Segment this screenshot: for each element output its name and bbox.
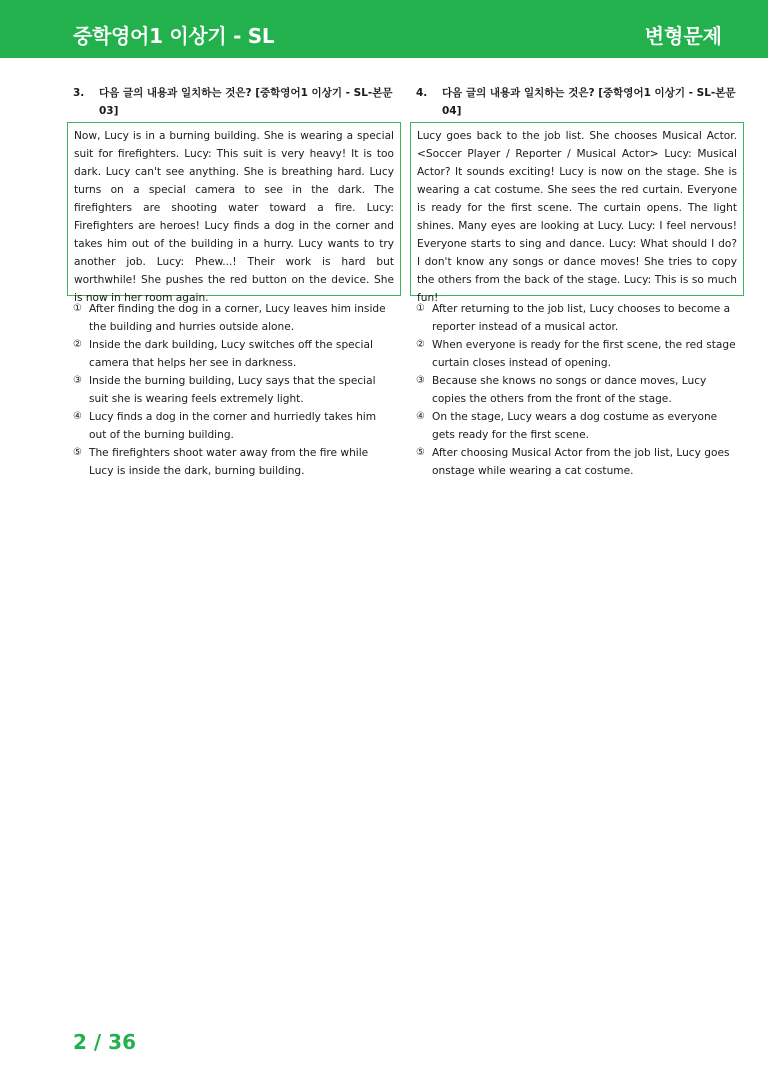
page-number: 2 / 36 xyxy=(73,1030,136,1054)
option-text: Inside the burning building, Lucy says that the special suit she is wearing feels extremely light. xyxy=(89,375,376,405)
question-number: 3. xyxy=(73,87,85,99)
option-3[interactable] xyxy=(73,372,395,408)
option-4[interactable] xyxy=(416,408,738,444)
question-4 xyxy=(416,84,738,480)
passage-box: Now, Lucy is in a burning building. She is wearing a special suit for firefighters. Lucy: This suit is very heavy! It is too dark. Lucy can't see anything. She is breathing hard. Lucy turns on a special camera to see in the dark. The firefighters are shooting water toward a fire. Lucy: Firefighters are heroes! Lucy finds a dog in the corner and takes him out of the building in a hurry. Lucy wants to try another job. Lucy: Phew...! Their work is hard but worthwhile! She pushes the red button on the device. She is now in her room again. xyxy=(67,122,401,296)
option-text: The firefighters shoot water away from the fire while Lucy is inside the dark, burning building. xyxy=(89,447,369,477)
option-1[interactable] xyxy=(73,300,395,336)
option-5[interactable] xyxy=(73,444,395,480)
option-5[interactable] xyxy=(416,444,738,480)
option-marker: ⑤ xyxy=(73,447,82,458)
question-number: 4. xyxy=(416,87,428,99)
option-marker: ⑤ xyxy=(416,447,425,458)
option-marker: ① xyxy=(73,303,82,314)
question-prompt xyxy=(73,84,395,120)
option-marker: ④ xyxy=(73,411,82,422)
option-2[interactable] xyxy=(416,336,738,372)
option-text: Lucy finds a dog in the corner and hurriedly takes him out of the burning building. xyxy=(89,411,377,441)
option-marker: ③ xyxy=(416,375,425,386)
option-2[interactable] xyxy=(73,336,395,372)
option-4[interactable] xyxy=(73,408,395,444)
question-prompt xyxy=(416,84,738,120)
question-3 xyxy=(73,84,395,480)
option-marker: ② xyxy=(73,339,82,350)
option-text: Because she knows no songs or dance moves, Lucy copies the others from the front of the stage. xyxy=(432,375,707,405)
answer-options xyxy=(73,300,395,480)
option-3[interactable] xyxy=(416,372,738,408)
option-text: Inside the dark building, Lucy switches off the special camera that helps her see in darkness. xyxy=(89,339,373,369)
option-marker: ② xyxy=(416,339,425,350)
option-1[interactable] xyxy=(416,300,738,336)
question-text: 다음 글의 내용과 일치하는 것은? [중학영어1 이상기 - SL-본문 03] xyxy=(99,87,393,117)
section-type: 변형문제 xyxy=(644,24,722,48)
answer-options xyxy=(416,300,738,480)
option-text: After returning to the job list, Lucy chooses to become a reporter instead of a musical actor. xyxy=(432,303,731,333)
subject-title: 중학영어1 이상기 - SL xyxy=(73,24,275,48)
option-text: When everyone is ready for the first scene, the red stage curtain closes instead of opening. xyxy=(432,339,736,369)
option-text: After choosing Musical Actor from the job list, Lucy goes onstage while wearing a cat costume. xyxy=(432,447,730,477)
option-text: On the stage, Lucy wears a dog costume as everyone gets ready for the first scene. xyxy=(432,411,718,441)
page-header xyxy=(0,0,768,58)
option-marker: ③ xyxy=(73,375,82,386)
option-marker: ① xyxy=(416,303,425,314)
option-marker: ④ xyxy=(416,411,425,422)
question-text: 다음 글의 내용과 일치하는 것은? [중학영어1 이상기 - SL-본문 04] xyxy=(442,87,736,117)
option-text: After finding the dog in a corner, Lucy leaves him inside the building and hurries outside alone. xyxy=(89,303,386,333)
passage-box: Lucy goes back to the job list. She chooses Musical Actor. <Soccer Player / Reporter / Musical Actor> Lucy: Musical Actor? It sounds exciting! Lucy is now on the stage. She is wearing a cat costume. She sees the red curtain. Everyone is ready for the first scene. The curtain opens. The light shines. Many eyes are looking at Lucy. Lucy: I feel nervous! Everyone starts to sing and dance. Lucy: What should I do? I don't know any songs or dance moves! She tries to copy the others from the back of the stage. Lucy: This is so much fun! xyxy=(410,122,744,296)
